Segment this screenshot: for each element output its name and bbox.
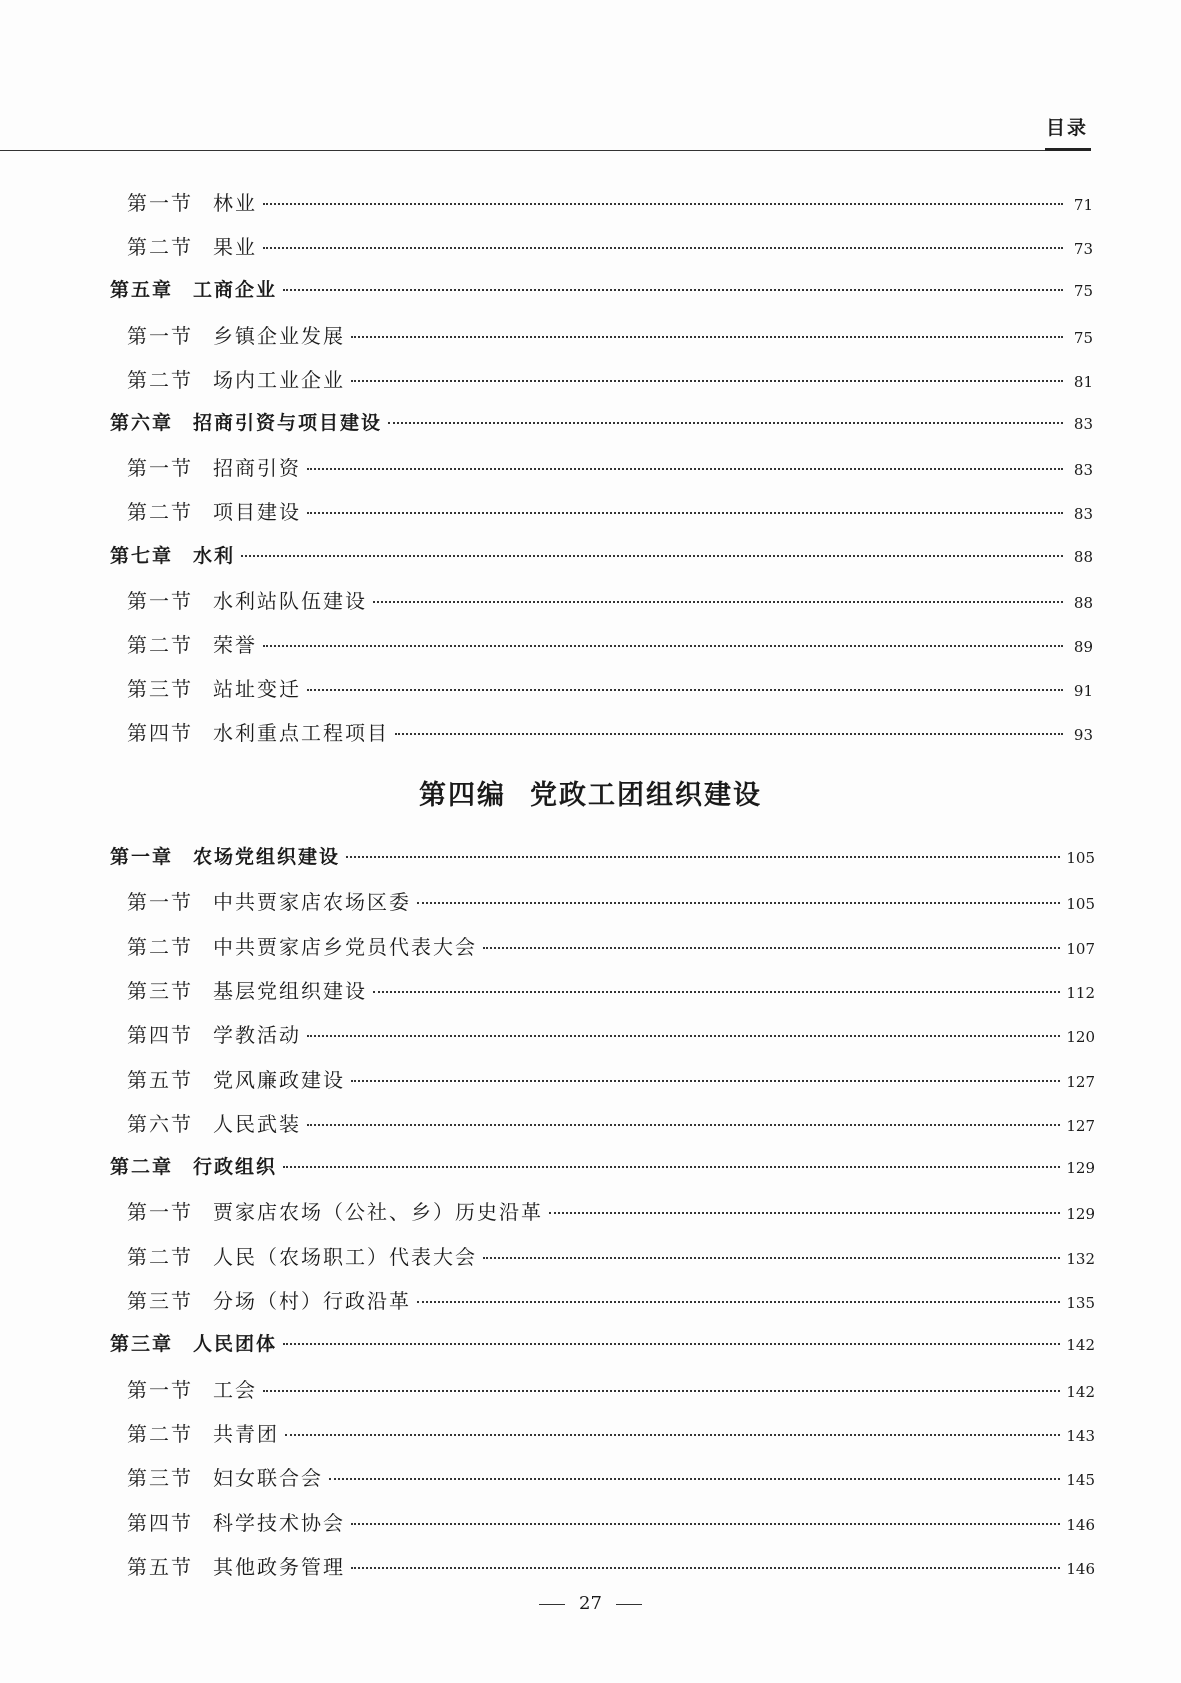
section-title: 项目建设 — [213, 500, 301, 525]
page-ref: 132 — [1066, 1249, 1095, 1268]
chapter-number: 第七章 — [110, 544, 174, 567]
dot-leader — [388, 422, 1063, 424]
section-title: 水利重点工程项目 — [213, 721, 389, 746]
running-head: 目录 — [1045, 117, 1088, 139]
dot-leader — [373, 991, 1060, 993]
dot-leader — [351, 336, 1063, 338]
section-title: 场内工业企业 — [213, 367, 345, 392]
page-ref: 145 — [1066, 1471, 1095, 1490]
dot-leader — [307, 1124, 1060, 1126]
page-ref: 112 — [1066, 983, 1095, 1002]
chapter-number: 第一章 — [110, 846, 174, 868]
folio-dash-left — [539, 1604, 565, 1605]
page-ref: 91 — [1073, 682, 1093, 701]
section-number: 第四节 — [127, 1510, 193, 1535]
section-title: 分场（村）行政沿革 — [213, 1289, 411, 1313]
section-number: 第二节 — [127, 934, 193, 959]
page-ref: 83 — [1073, 505, 1093, 524]
section-number: 第三节 — [127, 677, 193, 702]
toc-chapter-row — [110, 1329, 1095, 1359]
section-number: 第五节 — [127, 1067, 193, 1092]
dot-leader — [351, 380, 1063, 382]
section-title: 党风廉政建设 — [213, 1067, 345, 1092]
section-number: 第二节 — [127, 367, 193, 392]
section-number: 第一节 — [127, 1377, 193, 1402]
toc-section-row — [127, 673, 1093, 703]
section-number: 第四节 — [127, 721, 193, 746]
toc-section-row — [127, 1019, 1095, 1049]
toc-section-row — [127, 1064, 1095, 1094]
toc-section-row — [127, 886, 1095, 916]
toc-chapter-row — [110, 1152, 1095, 1182]
part-title: 党政工团组织建设 — [530, 780, 762, 811]
chapter-number: 第二章 — [110, 1156, 174, 1179]
page-ref: 88 — [1073, 593, 1093, 612]
page-ref: 71 — [1073, 196, 1093, 214]
dot-leader — [329, 1478, 1060, 1480]
toc-section-row — [127, 975, 1095, 1005]
section-title: 站址变迁 — [213, 677, 301, 702]
chapter-number: 第三章 — [110, 1333, 174, 1356]
dot-leader — [346, 856, 1060, 858]
toc-section-row — [127, 629, 1093, 659]
page-ref: 83 — [1073, 461, 1093, 480]
toc-section-row — [127, 1507, 1095, 1537]
dot-leader — [351, 1567, 1060, 1569]
toc-chapter-row — [110, 408, 1093, 438]
header-rule — [0, 150, 1090, 151]
dot-leader — [307, 689, 1063, 691]
page-ref: 73 — [1073, 240, 1093, 259]
dot-leader — [241, 555, 1063, 557]
page-ref: 127 — [1066, 1116, 1095, 1135]
section-number: 第四节 — [127, 1023, 193, 1048]
dot-leader — [549, 1212, 1060, 1214]
section-number: 第二节 — [127, 500, 193, 525]
chapter-title: 水利 — [193, 544, 236, 567]
dot-leader — [351, 1080, 1060, 1082]
section-title: 共青团 — [213, 1421, 279, 1446]
toc-section-row — [127, 1108, 1095, 1138]
page-ref: 142 — [1066, 1336, 1095, 1355]
dot-leader — [283, 289, 1063, 291]
page-ref: 142 — [1066, 1382, 1095, 1401]
dot-leader — [263, 645, 1063, 647]
page-ref: 129 — [1066, 1205, 1095, 1224]
dot-leader — [483, 947, 1060, 949]
dot-leader — [417, 1301, 1060, 1303]
section-title: 荣誉 — [213, 633, 257, 657]
section-number: 第一节 — [127, 588, 193, 613]
dot-leader — [483, 1257, 1060, 1259]
section-title: 乡镇企业发展 — [213, 323, 345, 348]
toc-section-row — [127, 1241, 1095, 1271]
dot-leader — [307, 1035, 1060, 1037]
chapter-title: 招商引资与项目建设 — [193, 412, 383, 434]
section-title: 水利站队伍建设 — [213, 588, 367, 613]
folio-dash-right — [616, 1604, 642, 1605]
section-number: 第二节 — [127, 235, 193, 260]
dot-leader — [373, 601, 1063, 603]
section-title: 人民武装 — [213, 1111, 301, 1136]
section-number: 第一节 — [127, 191, 193, 215]
page-ref: 83 — [1073, 415, 1093, 433]
toc-chapter-row — [110, 842, 1095, 872]
page-ref: 105 — [1066, 849, 1095, 867]
toc-section-row — [127, 717, 1093, 747]
dot-leader — [417, 902, 1060, 904]
dot-leader — [263, 1390, 1060, 1392]
toc-section-row — [127, 1196, 1095, 1226]
page-ref: 93 — [1073, 726, 1093, 745]
toc-section-row — [127, 1374, 1095, 1404]
page-ref: 88 — [1073, 547, 1093, 566]
dot-leader — [351, 1523, 1060, 1525]
section-title: 中共贾家店乡党员代表大会 — [213, 934, 477, 959]
toc-section-row — [127, 364, 1093, 394]
page-ref: 89 — [1073, 638, 1093, 656]
toc-chapter-row — [110, 275, 1093, 305]
chapter-number: 第六章 — [110, 412, 174, 434]
section-number: 第三节 — [127, 978, 193, 1003]
toc-section-row — [127, 187, 1093, 217]
section-title: 中共贾家店农场区委 — [213, 890, 411, 915]
toc-section-row — [127, 1462, 1095, 1492]
section-title: 人民（农场职工）代表大会 — [213, 1244, 477, 1269]
page-ref: 120 — [1066, 1028, 1095, 1047]
page-ref: 135 — [1066, 1294, 1095, 1312]
toc-section-row — [127, 1418, 1095, 1448]
section-number: 第一节 — [127, 890, 193, 915]
page-ref: 105 — [1066, 895, 1095, 914]
section-number: 第三节 — [127, 1466, 193, 1491]
toc-section-row — [127, 585, 1093, 615]
section-title: 学教活动 — [213, 1023, 301, 1048]
dot-leader — [285, 1434, 1060, 1436]
dot-leader — [307, 512, 1063, 514]
section-number: 第一节 — [127, 456, 193, 481]
part-heading — [0, 773, 1181, 812]
chapter-title: 工商企业 — [193, 279, 278, 302]
page-ref: 81 — [1073, 372, 1093, 391]
section-title: 科学技术协会 — [213, 1510, 345, 1535]
dot-leader — [283, 1343, 1060, 1345]
section-number: 第三节 — [127, 1289, 193, 1313]
section-title: 林业 — [213, 191, 257, 215]
dot-leader — [263, 203, 1063, 205]
dot-leader — [307, 468, 1063, 470]
dot-leader — [283, 1166, 1060, 1168]
toc-section-row — [127, 231, 1093, 261]
toc-section-row — [127, 1285, 1095, 1315]
dot-leader — [263, 247, 1063, 249]
section-number: 第二节 — [127, 1244, 193, 1269]
section-title: 果业 — [213, 235, 257, 260]
page-ref: 129 — [1066, 1159, 1095, 1178]
toc-section-row — [127, 452, 1093, 482]
page-ref: 127 — [1066, 1072, 1095, 1091]
section-number: 第六节 — [127, 1111, 193, 1136]
page-ref: 75 — [1073, 282, 1093, 301]
chapter-title: 行政组织 — [193, 1156, 278, 1179]
toc-section-row — [127, 1551, 1095, 1581]
section-title: 贾家店农场（公社、乡）历史沿革 — [213, 1200, 543, 1225]
section-number: 第一节 — [127, 1200, 193, 1225]
section-title: 基层党组织建设 — [213, 978, 367, 1003]
page-ref: 143 — [1066, 1426, 1095, 1445]
section-number: 第五节 — [127, 1554, 193, 1579]
page-footer — [0, 1593, 1181, 1614]
section-number: 第二节 — [127, 633, 193, 657]
page-ref: 146 — [1066, 1559, 1095, 1578]
dot-leader — [395, 733, 1063, 735]
chapter-title: 人民团体 — [193, 1333, 278, 1356]
toc-chapter-row — [110, 541, 1093, 571]
chapter-number: 第五章 — [110, 279, 174, 302]
toc-section-row — [127, 496, 1093, 526]
section-number: 第一节 — [127, 323, 193, 348]
section-title: 妇女联合会 — [213, 1466, 323, 1491]
toc-section-row — [127, 320, 1093, 350]
section-title: 工会 — [213, 1377, 257, 1402]
header-rule-accent — [1045, 148, 1091, 151]
toc-section-row — [127, 931, 1095, 961]
section-number: 第二节 — [127, 1421, 193, 1446]
page-number: 27 — [579, 1593, 602, 1614]
part-number: 第四编 — [419, 780, 506, 811]
chapter-title: 农场党组织建设 — [193, 846, 341, 868]
page-ref: 75 — [1073, 328, 1093, 347]
section-title: 招商引资 — [213, 456, 301, 481]
section-title: 其他政务管理 — [213, 1554, 345, 1579]
page-ref: 107 — [1066, 939, 1095, 958]
page-ref: 146 — [1066, 1515, 1095, 1534]
